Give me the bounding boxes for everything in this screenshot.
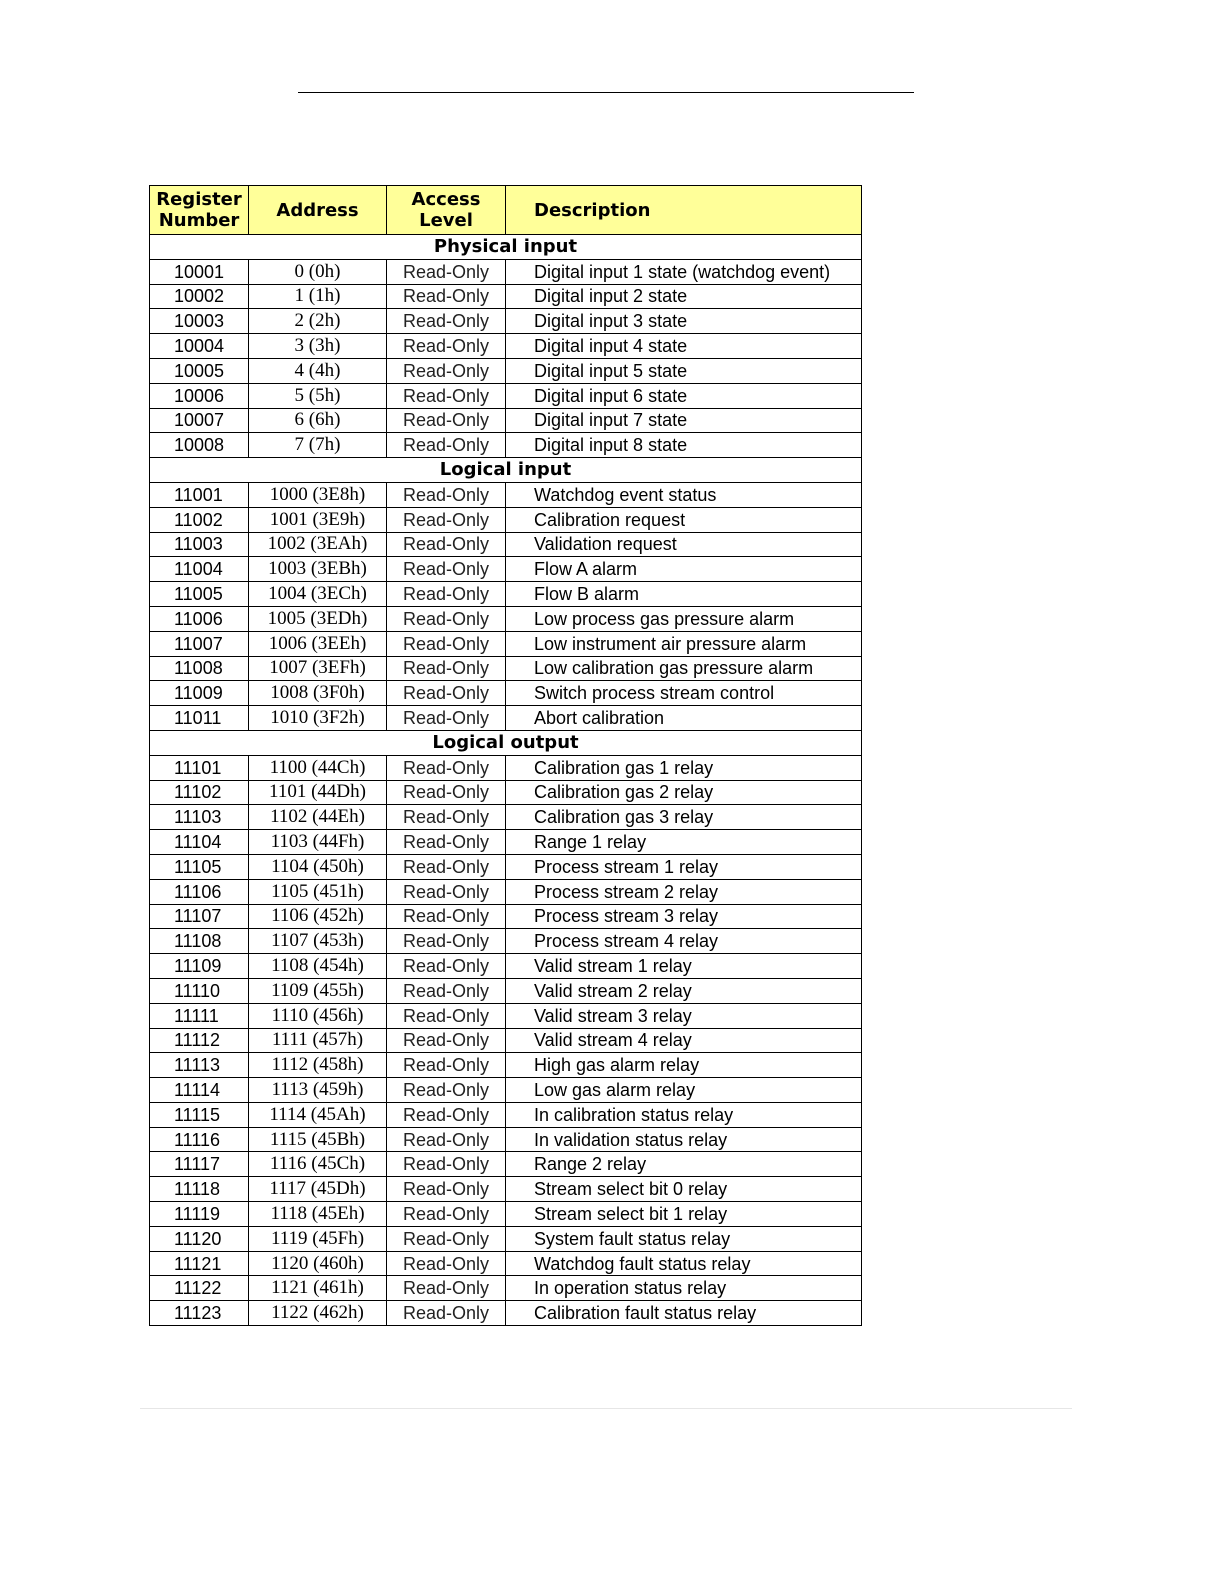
- access-level-cell: Read-Only: [387, 532, 506, 557]
- access-level-cell: Read-Only: [387, 358, 506, 383]
- description-cell: Stream select bit 0 relay: [506, 1177, 862, 1202]
- register-number-cell: 11108: [150, 929, 249, 954]
- description-cell: Digital input 4 state: [506, 334, 862, 359]
- address-cell: 1106 (452h): [249, 904, 387, 929]
- table-row: [150, 1226, 862, 1251]
- description-cell: Calibration request: [506, 507, 862, 532]
- description-cell: Abort calibration: [506, 706, 862, 731]
- access-level-cell: Read-Only: [387, 259, 506, 284]
- description-cell: Low calibration gas pressure alarm: [506, 656, 862, 681]
- register-number-cell: 11002: [150, 507, 249, 532]
- address-cell: 1102 (44Eh): [249, 805, 387, 830]
- access-level-cell: Read-Only: [387, 383, 506, 408]
- address-cell: 1115 (45Bh): [249, 1127, 387, 1152]
- address-cell: 1108 (454h): [249, 954, 387, 979]
- description-cell: In operation status relay: [506, 1276, 862, 1301]
- header-register-line2: Number: [158, 210, 240, 231]
- table-row: [150, 706, 862, 731]
- address-cell: 1104 (450h): [249, 854, 387, 879]
- address-cell: 1100 (44Ch): [249, 755, 387, 780]
- access-level-cell: Read-Only: [387, 656, 506, 681]
- description-cell: In validation status relay: [506, 1127, 862, 1152]
- register-number-cell: 11112: [150, 1028, 249, 1053]
- table-row: [150, 532, 862, 557]
- address-cell: 1122 (462h): [249, 1301, 387, 1326]
- address-cell: 1110 (456h): [249, 1003, 387, 1028]
- description-cell: System fault status relay: [506, 1226, 862, 1251]
- register-number-cell: 11001: [150, 482, 249, 507]
- table-header-row: [150, 186, 862, 235]
- description-cell: Calibration gas 3 relay: [506, 805, 862, 830]
- register-number-cell: 10004: [150, 334, 249, 359]
- table-row: [150, 482, 862, 507]
- description-cell: Digital input 6 state: [506, 383, 862, 408]
- address-cell: 1008 (3F0h): [249, 681, 387, 706]
- address-cell: 1010 (3F2h): [249, 706, 387, 731]
- table-row: [150, 978, 862, 1003]
- header-description: Description: [506, 186, 862, 235]
- table-row: [150, 358, 862, 383]
- description-cell: Calibration gas 2 relay: [506, 780, 862, 805]
- access-level-cell: Read-Only: [387, 631, 506, 656]
- register-number-cell: 11109: [150, 954, 249, 979]
- address-cell: 1007 (3EFh): [249, 656, 387, 681]
- table-row: [150, 334, 862, 359]
- address-cell: 1113 (459h): [249, 1078, 387, 1103]
- table-row: [150, 1152, 862, 1177]
- description-cell: Process stream 1 relay: [506, 854, 862, 879]
- table-row: [150, 606, 862, 631]
- access-level-cell: Read-Only: [387, 606, 506, 631]
- access-level-cell: Read-Only: [387, 1251, 506, 1276]
- address-cell: 1120 (460h): [249, 1251, 387, 1276]
- address-cell: 6 (6h): [249, 408, 387, 433]
- address-cell: 1121 (461h): [249, 1276, 387, 1301]
- register-number-cell: 11118: [150, 1177, 249, 1202]
- register-number-cell: 11105: [150, 854, 249, 879]
- address-cell: 0 (0h): [249, 259, 387, 284]
- access-level-cell: Read-Only: [387, 433, 506, 458]
- address-cell: 1004 (3ECh): [249, 582, 387, 607]
- access-level-cell: Read-Only: [387, 954, 506, 979]
- register-number-cell: 11111: [150, 1003, 249, 1028]
- address-cell: 1116 (45Ch): [249, 1152, 387, 1177]
- address-cell: 1111 (457h): [249, 1028, 387, 1053]
- access-level-cell: Read-Only: [387, 830, 506, 855]
- register-number-cell: 11104: [150, 830, 249, 855]
- register-number-cell: 11006: [150, 606, 249, 631]
- table-row: [150, 557, 862, 582]
- table-row: [150, 656, 862, 681]
- description-cell: Calibration gas 1 relay: [506, 755, 862, 780]
- access-level-cell: Read-Only: [387, 309, 506, 334]
- table-header: [150, 186, 862, 235]
- description-cell: Stream select bit 1 relay: [506, 1202, 862, 1227]
- register-number-cell: 11123: [150, 1301, 249, 1326]
- table-row: [150, 879, 862, 904]
- description-cell: Low process gas pressure alarm: [506, 606, 862, 631]
- description-cell: Low gas alarm relay: [506, 1078, 862, 1103]
- register-number-cell: 10007: [150, 408, 249, 433]
- address-cell: 1117 (45Dh): [249, 1177, 387, 1202]
- address-cell: 7 (7h): [249, 433, 387, 458]
- header-access-line1: Access: [411, 189, 481, 210]
- register-number-cell: 11004: [150, 557, 249, 582]
- table-row: [150, 755, 862, 780]
- table-row: [150, 1102, 862, 1127]
- description-cell: Range 2 relay: [506, 1152, 862, 1177]
- description-cell: Process stream 2 relay: [506, 879, 862, 904]
- table-row: [150, 507, 862, 532]
- header-address: Address: [249, 186, 387, 235]
- table-row: [150, 1028, 862, 1053]
- description-cell: Digital input 5 state: [506, 358, 862, 383]
- address-cell: 1002 (3EAh): [249, 532, 387, 557]
- register-number-cell: 11102: [150, 780, 249, 805]
- access-level-cell: Read-Only: [387, 1003, 506, 1028]
- description-cell: Process stream 3 relay: [506, 904, 862, 929]
- address-cell: 1 (1h): [249, 284, 387, 309]
- register-number-cell: 10008: [150, 433, 249, 458]
- access-level-cell: Read-Only: [387, 854, 506, 879]
- access-level-cell: Read-Only: [387, 284, 506, 309]
- table-row: [150, 830, 862, 855]
- address-cell: 1109 (455h): [249, 978, 387, 1003]
- access-level-cell: Read-Only: [387, 706, 506, 731]
- register-table: [149, 185, 862, 1326]
- table-row: [150, 309, 862, 334]
- address-cell: 1119 (45Fh): [249, 1226, 387, 1251]
- access-level-cell: Read-Only: [387, 1102, 506, 1127]
- access-level-cell: Read-Only: [387, 1202, 506, 1227]
- description-cell: Valid stream 4 relay: [506, 1028, 862, 1053]
- register-number-cell: 10005: [150, 358, 249, 383]
- register-number-cell: 11119: [150, 1202, 249, 1227]
- register-number-cell: 11115: [150, 1102, 249, 1127]
- header-access-level: [387, 186, 506, 235]
- header-register-number: [150, 186, 249, 235]
- register-number-cell: 11110: [150, 978, 249, 1003]
- table-row: [150, 1053, 862, 1078]
- table-row: [150, 1078, 862, 1103]
- address-cell: 4 (4h): [249, 358, 387, 383]
- access-level-cell: Read-Only: [387, 582, 506, 607]
- table-row: [150, 1301, 862, 1326]
- header-access-line2: Level: [419, 210, 473, 231]
- access-level-cell: Read-Only: [387, 1276, 506, 1301]
- access-level-cell: Read-Only: [387, 408, 506, 433]
- register-number-cell: 11122: [150, 1276, 249, 1301]
- access-level-cell: Read-Only: [387, 681, 506, 706]
- table-row: [150, 259, 862, 284]
- description-cell: Flow B alarm: [506, 582, 862, 607]
- access-level-cell: Read-Only: [387, 557, 506, 582]
- description-cell: Digital input 2 state: [506, 284, 862, 309]
- access-level-cell: Read-Only: [387, 1078, 506, 1103]
- table-row: [150, 631, 862, 656]
- address-cell: 1114 (45Ah): [249, 1102, 387, 1127]
- footer-rule: [140, 1408, 1072, 1409]
- section-title: Physical input: [150, 235, 862, 260]
- section-row: [150, 458, 862, 483]
- register-number-cell: 10001: [150, 259, 249, 284]
- description-cell: Digital input 3 state: [506, 309, 862, 334]
- table-row: [150, 805, 862, 830]
- access-level-cell: Read-Only: [387, 755, 506, 780]
- table-body: [150, 235, 862, 1326]
- register-number-cell: 11120: [150, 1226, 249, 1251]
- table-row: [150, 1127, 862, 1152]
- register-number-cell: 11107: [150, 904, 249, 929]
- access-level-cell: Read-Only: [387, 879, 506, 904]
- table-row: [150, 582, 862, 607]
- address-cell: 1005 (3EDh): [249, 606, 387, 631]
- table-row: [150, 929, 862, 954]
- section-row: [150, 730, 862, 755]
- table-row: [150, 1177, 862, 1202]
- table-row: [150, 681, 862, 706]
- table-row: [150, 1003, 862, 1028]
- description-cell: Digital input 1 state (watchdog event): [506, 259, 862, 284]
- access-level-cell: Read-Only: [387, 1152, 506, 1177]
- description-cell: In calibration status relay: [506, 1102, 862, 1127]
- access-level-cell: Read-Only: [387, 507, 506, 532]
- description-cell: Low instrument air pressure alarm: [506, 631, 862, 656]
- description-cell: Calibration fault status relay: [506, 1301, 862, 1326]
- description-cell: Range 1 relay: [506, 830, 862, 855]
- table-row: [150, 904, 862, 929]
- address-cell: 1103 (44Fh): [249, 830, 387, 855]
- register-number-cell: 11009: [150, 681, 249, 706]
- address-cell: 1118 (45Eh): [249, 1202, 387, 1227]
- description-cell: Valid stream 1 relay: [506, 954, 862, 979]
- access-level-cell: Read-Only: [387, 1226, 506, 1251]
- address-cell: 2 (2h): [249, 309, 387, 334]
- access-level-cell: Read-Only: [387, 978, 506, 1003]
- description-cell: Switch process stream control: [506, 681, 862, 706]
- access-level-cell: Read-Only: [387, 334, 506, 359]
- access-level-cell: Read-Only: [387, 482, 506, 507]
- access-level-cell: Read-Only: [387, 929, 506, 954]
- header-register-line1: Register: [156, 189, 242, 210]
- register-number-cell: 11007: [150, 631, 249, 656]
- table-row: [150, 408, 862, 433]
- access-level-cell: Read-Only: [387, 1127, 506, 1152]
- address-cell: 1006 (3EEh): [249, 631, 387, 656]
- address-cell: 5 (5h): [249, 383, 387, 408]
- address-cell: 3 (3h): [249, 334, 387, 359]
- table-row: [150, 433, 862, 458]
- address-cell: 1107 (453h): [249, 929, 387, 954]
- access-level-cell: Read-Only: [387, 1053, 506, 1078]
- table-row: [150, 854, 862, 879]
- register-number-cell: 11003: [150, 532, 249, 557]
- register-number-cell: 11106: [150, 879, 249, 904]
- address-cell: 1101 (44Dh): [249, 780, 387, 805]
- description-cell: High gas alarm relay: [506, 1053, 862, 1078]
- address-cell: 1000 (3E8h): [249, 482, 387, 507]
- register-number-cell: 11103: [150, 805, 249, 830]
- description-cell: Digital input 7 state: [506, 408, 862, 433]
- table-row: [150, 954, 862, 979]
- section-row: [150, 235, 862, 260]
- header-rule: [298, 92, 914, 93]
- register-number-cell: 11005: [150, 582, 249, 607]
- table-row: [150, 1251, 862, 1276]
- address-cell: 1105 (451h): [249, 879, 387, 904]
- description-cell: Process stream 4 relay: [506, 929, 862, 954]
- access-level-cell: Read-Only: [387, 904, 506, 929]
- table-row: [150, 780, 862, 805]
- register-number-cell: 11008: [150, 656, 249, 681]
- access-level-cell: Read-Only: [387, 1301, 506, 1326]
- register-number-cell: 11114: [150, 1078, 249, 1103]
- access-level-cell: Read-Only: [387, 1028, 506, 1053]
- table-row: [150, 1276, 862, 1301]
- register-number-cell: 10002: [150, 284, 249, 309]
- table-row: [150, 1202, 862, 1227]
- table-row: [150, 284, 862, 309]
- description-cell: Flow A alarm: [506, 557, 862, 582]
- register-number-cell: 11121: [150, 1251, 249, 1276]
- description-cell: Valid stream 3 relay: [506, 1003, 862, 1028]
- section-title: Logical input: [150, 458, 862, 483]
- description-cell: Validation request: [506, 532, 862, 557]
- table-row: [150, 383, 862, 408]
- address-cell: 1112 (458h): [249, 1053, 387, 1078]
- register-number-cell: 11116: [150, 1127, 249, 1152]
- access-level-cell: Read-Only: [387, 1177, 506, 1202]
- register-number-cell: 11113: [150, 1053, 249, 1078]
- access-level-cell: Read-Only: [387, 805, 506, 830]
- register-number-cell: 11101: [150, 755, 249, 780]
- description-cell: Watchdog event status: [506, 482, 862, 507]
- address-cell: 1001 (3E9h): [249, 507, 387, 532]
- section-title: Logical output: [150, 730, 862, 755]
- address-cell: 1003 (3EBh): [249, 557, 387, 582]
- access-level-cell: Read-Only: [387, 780, 506, 805]
- register-number-cell: 10006: [150, 383, 249, 408]
- description-cell: Digital input 8 state: [506, 433, 862, 458]
- description-cell: Valid stream 2 relay: [506, 978, 862, 1003]
- register-number-cell: 11011: [150, 706, 249, 731]
- register-number-cell: 11117: [150, 1152, 249, 1177]
- description-cell: Watchdog fault status relay: [506, 1251, 862, 1276]
- register-number-cell: 10003: [150, 309, 249, 334]
